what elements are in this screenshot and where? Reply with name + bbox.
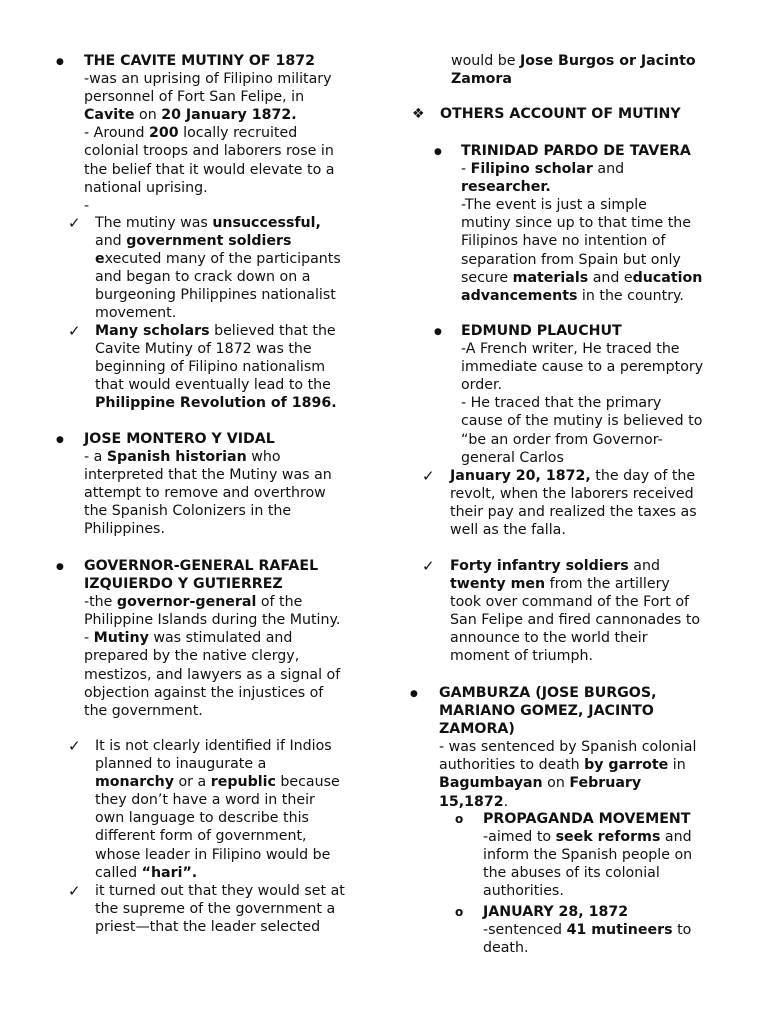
text-line <box>451 70 696 88</box>
circle-bullet-icon: o <box>455 812 464 826</box>
checkmark-icon: ✓ <box>68 882 81 900</box>
text-line <box>439 774 696 792</box>
text-line <box>450 629 700 647</box>
text-run: -aimed to <box>483 829 556 846</box>
section-body <box>483 921 691 957</box>
text-line <box>95 214 341 232</box>
text-line <box>84 702 340 720</box>
text-line <box>95 791 340 809</box>
text-line <box>483 846 692 864</box>
text-line <box>483 828 692 846</box>
text-line <box>461 412 703 430</box>
text-run: revolt, when the laborers received <box>450 486 694 503</box>
text-run: twenty men <box>450 576 546 593</box>
text-run: -the <box>84 594 117 611</box>
bullet-dot-icon: ● <box>56 57 64 67</box>
section-title: MARIANO GOMEZ, JACINTO <box>439 703 654 720</box>
text-run: ducation <box>632 269 703 286</box>
text-run: beginning of Filipino nationalism <box>95 359 326 376</box>
text-run: government soldiers <box>126 233 292 250</box>
section-title: EDMUND PLAUCHUT <box>461 323 622 339</box>
text-line <box>84 106 334 124</box>
section-title: THE CAVITE MUTINY OF 1872 <box>84 53 316 69</box>
text-run: February <box>569 775 642 792</box>
text-line <box>95 250 341 268</box>
text-line <box>84 142 334 160</box>
section-title: JOSE MONTERO Y VIDAL <box>84 431 275 447</box>
text-line <box>95 737 340 755</box>
text-run: - was sentenced by Spanish colonial <box>439 739 697 756</box>
text-line <box>451 52 696 70</box>
text-run: -sentenced <box>483 922 567 939</box>
text-run: because <box>275 774 340 791</box>
text-run: took over command of the Fort of <box>450 594 690 611</box>
text-run: xecuted many of the participants <box>104 251 341 268</box>
text-run: Mutiny <box>93 630 149 647</box>
text-run: - a <box>84 449 107 466</box>
bullet-dot-icon: ● <box>434 327 442 337</box>
check-item-text <box>95 214 341 323</box>
text-line <box>95 864 340 882</box>
text-run: -The event is just a simple <box>461 197 647 214</box>
text-run: moment of triumph. <box>450 648 593 665</box>
section-title: GOVERNOR-GENERAL RAFAEL <box>84 558 319 574</box>
text-run: 20 January 1872. <box>161 107 297 124</box>
text-run: Cavite <box>84 107 135 124</box>
text-line <box>95 286 341 304</box>
text-run: burgeoning Philippines nationalist <box>95 287 336 304</box>
text-line <box>461 449 703 467</box>
text-line <box>95 809 340 827</box>
text-run: Bagumbayan <box>439 775 543 792</box>
text-run: whose leader in Filipino would be <box>95 846 331 863</box>
text-line <box>461 178 702 196</box>
text-line <box>84 593 340 611</box>
text-run: unsuccessful, <box>212 215 321 231</box>
text-run: general Carlos <box>461 449 564 466</box>
section-body <box>84 593 340 720</box>
text-line <box>461 431 703 449</box>
text-line <box>84 484 332 502</box>
text-run: the government. <box>84 702 203 719</box>
text-run: their pay and realized the taxes as <box>450 504 697 521</box>
section-body <box>84 70 334 215</box>
text-run: separation from Spain but only <box>461 251 681 268</box>
text-line <box>439 738 696 756</box>
text-run: the supreme of the government a <box>95 901 336 918</box>
text-line <box>95 846 340 864</box>
section-title: PROPAGANDA MOVEMENT <box>483 811 691 827</box>
section-title: IZQUIERDO Y GUTIERREZ <box>84 576 283 593</box>
text-line <box>84 161 334 179</box>
text-run: in the country. <box>577 287 684 304</box>
text-line <box>84 684 340 702</box>
text-run: cause of the mutiny is believed to <box>461 413 703 430</box>
text-run: Philippine Revolution of 1896. <box>95 395 337 412</box>
text-line <box>461 287 702 305</box>
text-run: they don’t have a word in their <box>95 792 315 809</box>
text-run: who <box>246 449 281 466</box>
text-line <box>450 593 700 611</box>
text-line <box>95 232 341 250</box>
text-run: Zamora <box>451 71 512 88</box>
text-run: and <box>95 233 127 250</box>
text-line <box>483 882 692 900</box>
text-run: and e <box>588 269 633 286</box>
section-body <box>461 160 702 305</box>
text-run: the day of the <box>590 468 696 484</box>
text-run: called <box>95 864 142 881</box>
text-run: governor-general <box>116 594 257 611</box>
text-run: objection against the injustices of <box>84 684 324 701</box>
text-line <box>95 268 341 286</box>
text-run: -A French writer, He traced the <box>461 341 680 358</box>
text-line <box>461 214 702 232</box>
check-item-text <box>450 467 697 539</box>
text-line <box>483 921 691 939</box>
text-run: - He traced that the primary <box>461 395 662 412</box>
text-run: attempt to remove and overthrow <box>84 485 326 502</box>
text-run: would be <box>451 53 520 69</box>
text-line <box>84 629 340 647</box>
text-line <box>95 322 337 340</box>
text-run: San Felipe and fired cannonades to <box>450 612 701 629</box>
text-run: - <box>84 630 94 647</box>
text-line <box>450 521 697 539</box>
text-run: “be an order from Governor- <box>461 431 663 448</box>
text-run: authorities to death <box>439 757 585 774</box>
text-line <box>95 376 337 394</box>
text-line <box>95 918 345 936</box>
text-run: It is not clearly identified if Indios <box>95 738 332 754</box>
text-run: interpreted that the Mutiny was an <box>84 467 332 484</box>
text-line <box>84 197 334 215</box>
text-run: advancements <box>461 287 578 304</box>
text-line <box>84 124 334 142</box>
check-item-text <box>95 322 337 412</box>
text-run: it turned out that they would set at <box>95 883 345 899</box>
text-line <box>84 502 332 520</box>
text-run: the belief that it would elevate to a <box>84 161 335 178</box>
text-line <box>450 557 700 575</box>
bullet-dot-icon: ● <box>56 435 64 445</box>
text-run: 200 <box>149 125 179 142</box>
check-item-text <box>450 557 700 666</box>
text-run: national uprising. <box>84 179 208 196</box>
checkmark-icon: ✓ <box>422 557 435 575</box>
text-run: -was an uprising of Filipino military <box>84 71 332 88</box>
text-run: was stimulated and <box>148 630 293 647</box>
text-line <box>450 575 700 593</box>
text-run: 15,1872 <box>439 793 504 810</box>
bullet-dot-icon: ● <box>56 562 64 572</box>
text-line <box>84 179 334 197</box>
text-line <box>461 358 703 376</box>
check-item-text <box>95 882 345 936</box>
text-line <box>461 340 703 358</box>
text-line <box>483 864 692 882</box>
text-run: - <box>84 197 90 214</box>
text-run: priest—that the leader selected <box>95 919 321 936</box>
checkmark-icon: ✓ <box>68 322 81 340</box>
text-run: Philippines. <box>84 521 165 538</box>
text-run: Jose Burgos or Jacinto <box>519 53 696 69</box>
text-run: personnel of Fort San Felipe, in <box>84 89 305 106</box>
text-line <box>95 340 337 358</box>
text-line <box>461 376 703 394</box>
continued-text <box>451 52 696 88</box>
text-line <box>450 467 697 485</box>
text-line <box>439 756 696 774</box>
checkmark-icon: ✓ <box>68 214 81 232</box>
text-run: that would eventually lead to the <box>95 377 331 394</box>
text-line <box>84 70 334 88</box>
check-item-text <box>95 737 340 882</box>
text-run: authorities. <box>483 883 564 900</box>
text-run: Philippine Islands during the Mutiny. <box>84 612 341 629</box>
text-run: mestizos, and lawyers as a signal of <box>84 666 341 683</box>
text-run: different form of government, <box>95 828 307 845</box>
text-line <box>95 358 337 376</box>
text-run: colonial troops and laborers rose in <box>84 143 334 160</box>
text-run: on <box>134 107 162 124</box>
text-run: and <box>592 161 625 178</box>
text-run: from the artillery <box>545 576 670 593</box>
text-line <box>461 196 702 214</box>
text-run: - <box>461 161 471 178</box>
text-line <box>461 160 702 178</box>
text-line <box>84 448 332 466</box>
text-run: . <box>503 793 509 810</box>
section-title: GAMBURZA (JOSE BURGOS, <box>439 685 657 701</box>
text-run: by garrote <box>584 757 669 774</box>
text-run: materials <box>512 269 589 286</box>
circle-bullet-icon: o <box>455 905 464 919</box>
text-line <box>95 900 345 918</box>
text-run: Filipino scholar <box>470 161 593 178</box>
text-run: Cavite Mutiny of 1872 was the <box>95 341 312 358</box>
text-run: planned to inaugurate a <box>95 756 267 773</box>
text-line <box>95 773 340 791</box>
text-run: believed that the <box>209 323 336 339</box>
text-run: Forty infantry soldiers <box>450 558 629 574</box>
text-line <box>450 503 697 521</box>
text-line <box>95 394 337 412</box>
text-run: researcher. <box>461 179 551 196</box>
text-line <box>461 394 703 412</box>
text-run: order. <box>461 377 503 394</box>
text-run: and began to crack down on a <box>95 269 311 286</box>
text-run: republic <box>210 774 276 791</box>
bullet-dot-icon: ● <box>410 689 418 699</box>
section-body <box>461 340 703 467</box>
text-run: of the <box>256 594 303 611</box>
text-line <box>95 304 341 322</box>
bullet-dot-icon: ● <box>434 147 442 157</box>
text-line <box>95 882 345 900</box>
diamond-bullet-icon: ❖ <box>412 106 425 122</box>
text-line <box>84 611 340 629</box>
text-run: Many scholars <box>95 323 210 339</box>
section-body <box>439 738 696 810</box>
text-run: mutiny since up to that time the <box>461 215 692 232</box>
text-run: to <box>672 922 692 939</box>
text-run: Filipinos have no intention of <box>461 233 666 250</box>
text-run: in <box>668 757 686 774</box>
text-run: e <box>95 251 105 268</box>
text-run: monarchy <box>95 774 174 791</box>
text-line <box>483 939 691 957</box>
text-line <box>84 647 340 665</box>
text-run: “hari”. <box>141 864 198 881</box>
text-run: prepared by the native clergy, <box>84 648 300 665</box>
text-run: locally recruited <box>178 125 298 142</box>
section-title: JANUARY 28, 1872 <box>483 904 629 920</box>
text-line <box>95 755 340 773</box>
text-line <box>84 88 334 106</box>
text-run: or a <box>173 774 211 791</box>
checkmark-icon: ✓ <box>68 737 81 755</box>
text-line <box>450 611 700 629</box>
checkmark-icon: ✓ <box>422 467 435 485</box>
text-run: January 20, 1872, <box>450 468 591 484</box>
text-line <box>461 232 702 250</box>
section-body <box>483 828 692 900</box>
text-run: 41 mutineers <box>566 922 673 939</box>
text-run: own language to describe this <box>95 810 309 827</box>
text-line <box>461 269 702 287</box>
text-run: well as the falla. <box>450 522 566 539</box>
text-line <box>84 520 332 538</box>
text-run: seek reforms <box>555 829 661 846</box>
text-run: the Spanish Colonizers in the <box>84 503 292 520</box>
section-body <box>84 448 332 538</box>
text-run: Spanish historian <box>106 449 247 466</box>
text-run: announce to the world their <box>450 630 648 647</box>
text-line <box>84 666 340 684</box>
text-run: The mutiny was <box>95 215 213 231</box>
text-run: movement. <box>95 305 177 322</box>
text-line <box>450 647 700 665</box>
text-run: immediate cause to a peremptory <box>461 359 704 376</box>
text-line <box>461 251 702 269</box>
text-run: - Around <box>84 125 150 142</box>
text-run: and <box>628 558 660 574</box>
text-run: and <box>660 829 692 846</box>
section-title: TRINIDAD PARDO DE TAVERA <box>461 143 691 159</box>
text-line <box>95 827 340 845</box>
text-run: on <box>542 775 570 792</box>
text-line <box>84 466 332 484</box>
text-run: the abuses of its colonial <box>483 865 660 882</box>
text-run: inform the Spanish people on <box>483 847 693 864</box>
text-run: death. <box>483 940 529 957</box>
section-title: ZAMORA) <box>439 721 515 738</box>
text-line <box>450 485 697 503</box>
text-run: secure <box>461 269 513 286</box>
section-title: OTHERS ACCOUNT OF MUTINY <box>440 106 681 122</box>
text-line <box>439 793 696 811</box>
